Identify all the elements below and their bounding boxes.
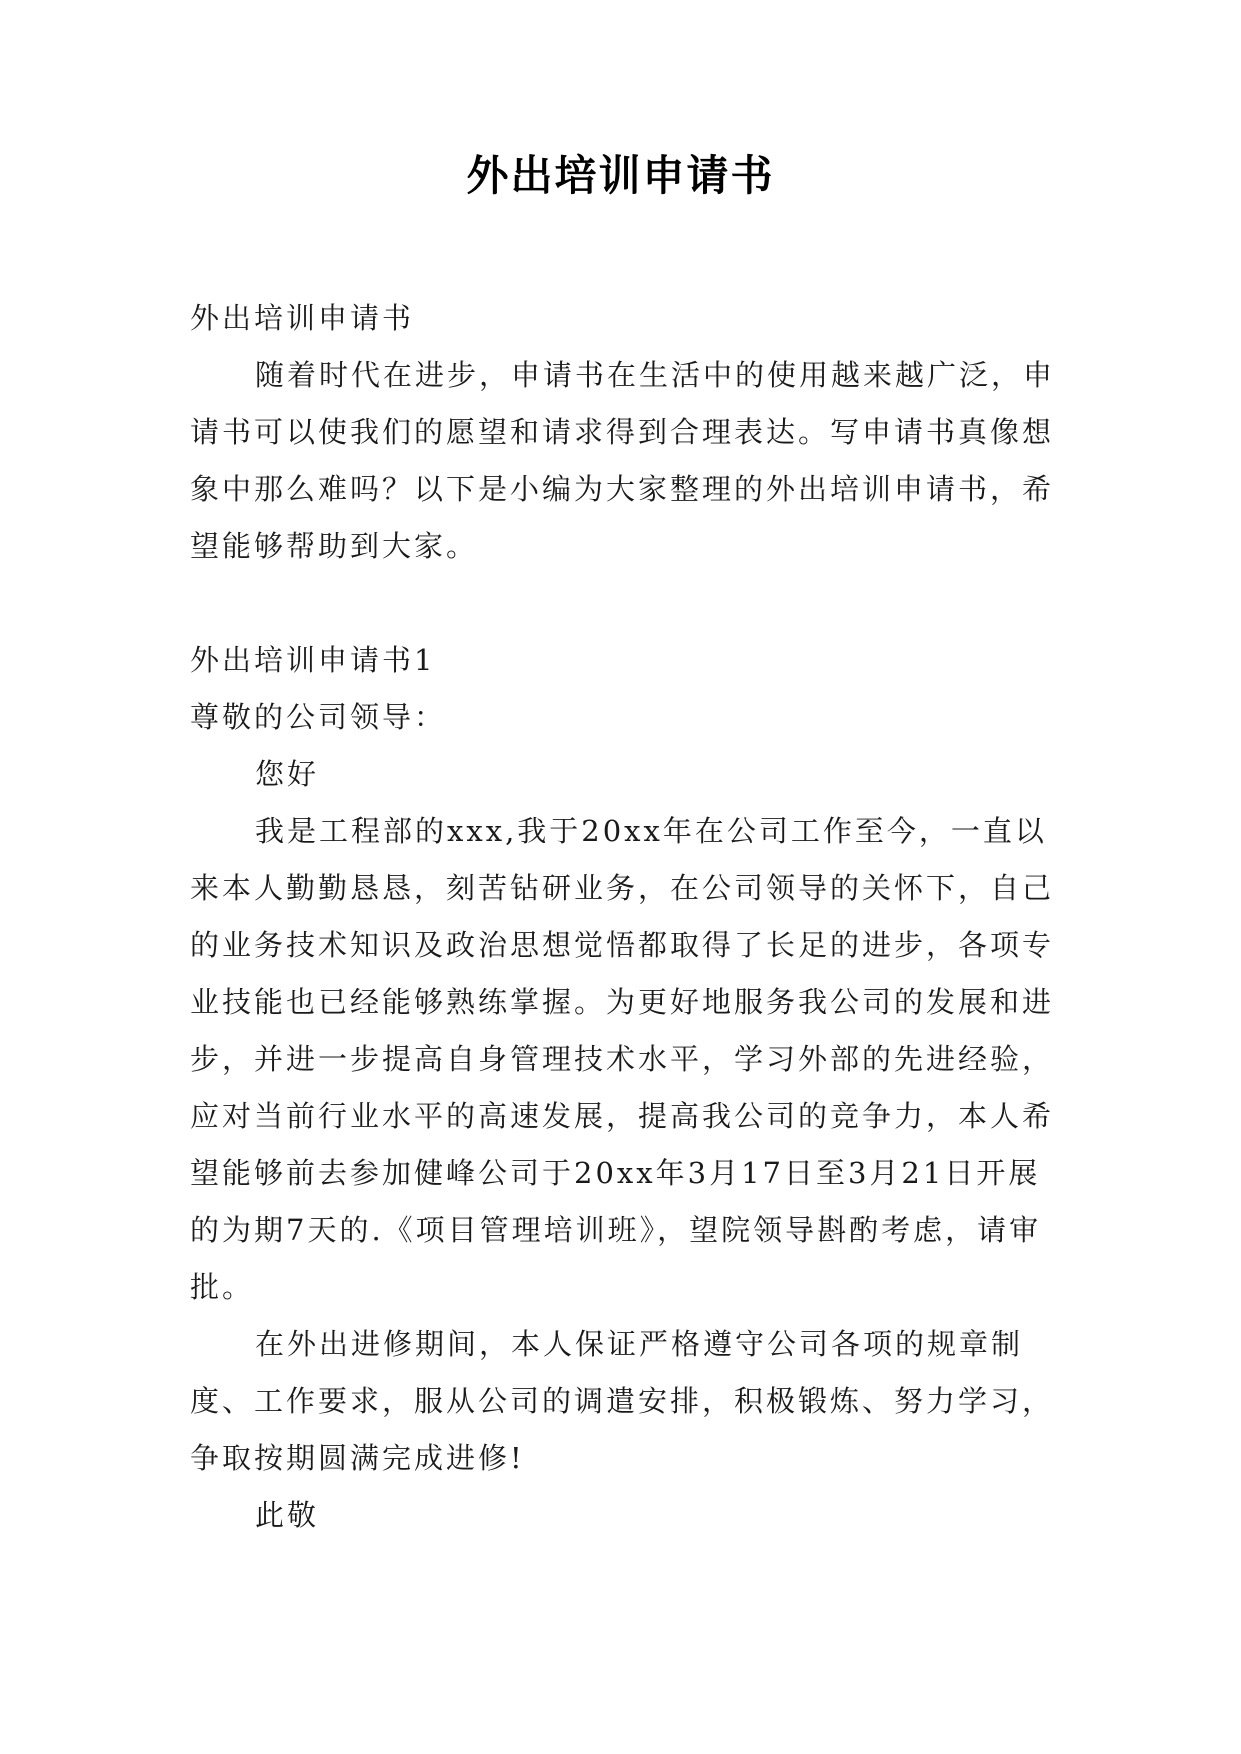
salutation: 尊敬的公司领导： bbox=[190, 700, 447, 734]
intro-paragraph: 随着时代在进步，申请书在生活中的使用越来越广泛，申请书可以使我们的愿望和请求得到合理表达。写申请书真像想象中那么难吗？以下是小编为大家整理的外出培训申请书，希望能够帮助到大家。 bbox=[190, 358, 1056, 563]
document-body bbox=[190, 290, 1060, 1544]
greeting: 您好 bbox=[255, 757, 320, 791]
body-paragraph-2: 在外出进修期间，本人保证严格遵守公司各项的规章制度、工作要求，服从公司的调遣安排，积极锻炼、努力学习，争取按期圆满完成进修! bbox=[190, 1327, 1055, 1475]
section-heading: 外出培训申请书1 bbox=[190, 643, 436, 677]
closing: 此敬 bbox=[255, 1498, 320, 1532]
document-title: 外出培训申请书 bbox=[466, 151, 775, 200]
section-spacer bbox=[190, 575, 1060, 632]
document-subtitle: 外出培训申请书 bbox=[190, 301, 415, 335]
body-paragraph-1: 我是工程部的xxx,我于20xx年在公司工作至今，一直以来本人勤勤恳恳，刻苦钻研业务，在公司领导的关怀下，自己的业务技术知识及政治思想觉悟都取得了长足的进步，各项专业技能也已经能够熟练掌握。为更好地服务我公司的发展和进步，并进一步提高自身管理技术水平，学习外部的先进经验，应对当前行业水平的高速发展，提高我公司的竞争力，本人希望能够前去参加健峰公司于20xx年3月17日至3月21日开展的为期7天的.《项目管理培训班》，望院领导斟酌考虑，请审批。 bbox=[190, 814, 1055, 1304]
